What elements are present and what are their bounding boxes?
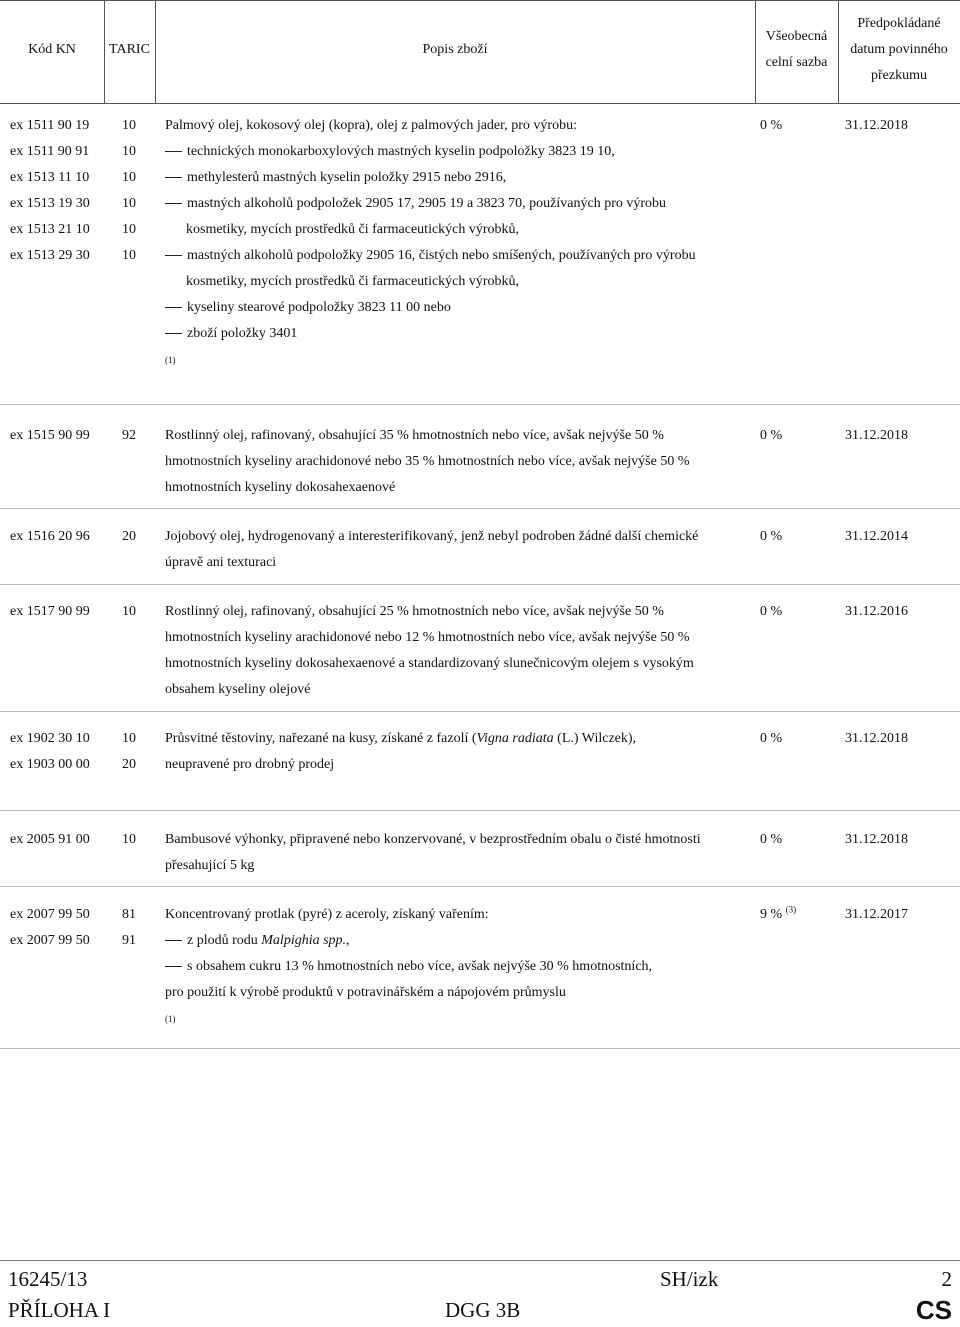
description-line: s obsahem cukru 13 % hmotnostních nebo více, avšak nejvýše 30 % hmotnostních, (165, 954, 757, 980)
review-date: 31.12.2018 (845, 118, 908, 133)
rate-footnote: (3) (785, 904, 797, 915)
dash-marker (165, 151, 182, 152)
dash-marker (165, 255, 182, 256)
description-line: Jojobový olej, hydrogenovaný a interesterifikovaný, jenž nebyl podroben žádné další chemické (165, 529, 699, 544)
dash-marker (165, 940, 182, 941)
kn-code: ex 1515 90 99 (10, 428, 90, 443)
description-line: hmotnostních kyseliny dokosahexaenové a standardizovaný slunečnicovým olejem s vysokým (165, 656, 694, 671)
species-name: Vigna radiata (476, 731, 554, 746)
review-date: 31.12.2018 (845, 731, 908, 746)
description-line: Průsvitné těstoviny, nařezané na kusy, získané z fazolí (Vigna radiata (L.) Wilczek), (165, 731, 637, 746)
description-line: úpravě ani texturaci (165, 555, 277, 570)
description-line: Koncentrovaný protlak (pyré) z aceroly, získaný vařením: (165, 907, 489, 922)
kn-code: ex 1903 00 00 (10, 757, 90, 772)
taric-code: 10 (122, 248, 136, 263)
duty-rate: 0 % (760, 832, 783, 847)
duty-rate: 9 % $^{(3)}$ (760, 904, 797, 922)
kn-codes (10, 827, 105, 853)
kn-code: ex 1902 30 10 (10, 731, 90, 746)
kn-code: ex 1511 90 91 (10, 144, 90, 159)
goods-description (165, 902, 757, 1032)
header-taric: TARIC (109, 42, 150, 57)
taric-code: 92 (122, 428, 136, 443)
review-date: 31.12.2018 (845, 428, 908, 443)
description-line: zboží položky 3401 (165, 321, 757, 347)
description-line: Bambusové výhonky, připravené nebo konzervované, v bezprostředním obalu o čisté hmotnosti (165, 832, 701, 847)
dash-marker (165, 203, 182, 204)
row-separator (0, 1048, 960, 1049)
goods-description (165, 827, 757, 879)
description-line: mastných alkoholů podpoložek 2905 17, 2905 19 a 3823 70, používaných pro výrobu (165, 191, 757, 217)
duty-rate: 0 % (760, 428, 783, 443)
header-popis: Popis zboží (422, 42, 488, 57)
kn-code: ex 2007 99 50 (10, 933, 90, 948)
goods-description (165, 113, 757, 373)
row-separator (0, 711, 960, 712)
taric-code: 10 (122, 144, 136, 159)
goods-description (165, 524, 757, 576)
taric-codes (122, 599, 152, 625)
header-sazba-1: Všeobecná (765, 29, 828, 44)
dash-marker (165, 966, 182, 967)
footer-line-1 (0, 1266, 960, 1292)
row-separator (0, 810, 960, 811)
header-prezkum-1: Předpokládané (857, 16, 941, 31)
description-line: Rostlinný olej, rafinovaný, obsahující 25 % hmotnostních nebo více, avšak nejvýše 50 % (165, 604, 664, 619)
taric-codes (122, 423, 152, 449)
description-line: pro použití k výrobě produktů v potravinářském a nápojovém průmyslu (165, 985, 566, 1000)
kn-code: ex 1513 19 30 (10, 196, 90, 211)
language-code: CS (915, 1295, 952, 1325)
taric-code: 10 (122, 604, 136, 619)
description-line: hmotnostních kyseliny arachidonové nebo 35 % hmotnostních nebo více, avšak nejvýše 50 % (165, 454, 690, 469)
description-line: neupravené pro drobný prodej (165, 757, 335, 772)
taric-codes (122, 113, 152, 269)
species-name: Malpighia spp. (261, 933, 347, 948)
page-number: 2 (941, 1267, 952, 1291)
dash-marker (165, 333, 182, 334)
duty-rate: 0 % (760, 604, 783, 619)
goods-description (165, 423, 757, 501)
kn-code: ex 1511 90 19 (10, 118, 90, 133)
footer-rule (0, 1260, 960, 1261)
taric-code: 10 (122, 170, 136, 185)
kn-codes (10, 423, 105, 449)
directorate-code: DGG 3B (445, 1298, 521, 1322)
review-date: 31.12.2014 (845, 529, 908, 544)
kn-code: ex 1513 21 10 (10, 222, 90, 237)
kn-codes (10, 726, 105, 778)
taric-code: 10 (122, 222, 136, 237)
description-line: přesahující 5 kg (165, 858, 255, 873)
taric-codes (122, 902, 152, 954)
goods-description (165, 726, 757, 778)
taric-codes (122, 726, 152, 778)
review-date: 31.12.2018 (845, 832, 908, 847)
header-prezkum-3: přezkumu (871, 68, 927, 83)
description-line: Palmový olej, kokosový olej (kopra), olej z palmových jader, pro výrobu: (165, 118, 577, 133)
row-separator (0, 508, 960, 509)
header-bottom-border (0, 103, 960, 104)
description-line: obsahem kyseliny olejové (165, 682, 311, 697)
review-date: 31.12.2016 (845, 604, 908, 619)
taric-codes (122, 827, 152, 853)
row-separator (0, 886, 960, 887)
kn-codes (10, 113, 105, 269)
kn-code: ex 2007 99 50 (10, 907, 90, 922)
annex-label: PŘÍLOHA I (8, 1298, 111, 1322)
row-separator (0, 404, 960, 405)
taric-code: 10 (122, 731, 136, 746)
doc-reference: 16245/13 (8, 1267, 88, 1291)
header-prezkum-2: datum povinného (850, 42, 948, 57)
description-line: hmotnostních kyseliny dokosahexaenové (165, 480, 396, 495)
footnote-ref: (1) (165, 355, 176, 365)
kn-codes (10, 599, 105, 625)
kn-code: ex 1517 90 99 (10, 604, 90, 619)
kn-code: ex 1516 20 96 (10, 529, 90, 544)
description-line: methylesterů mastných kyselin položky 2915 nebo 2916, (165, 165, 757, 191)
dash-marker (165, 177, 182, 178)
description-line: z plodů rodu Malpighia spp., (165, 928, 757, 954)
row-separator (0, 584, 960, 585)
table-header (0, 0, 960, 104)
description-line: hmotnostních kyseliny arachidonové nebo 12 % hmotnostních nebo více, avšak nejvýše 50 % (165, 630, 690, 645)
kn-codes (10, 524, 105, 550)
header-kod-kn: Kód KN (28, 42, 76, 57)
author-initials: SH/izk (660, 1267, 719, 1291)
taric-code: 10 (122, 832, 136, 847)
description-line: kyseliny stearové podpoložky 3823 11 00 nebo (165, 295, 757, 321)
footer-line-2 (0, 1295, 960, 1325)
taric-code: 10 (122, 196, 136, 211)
description-line: kosmetiky, mycích prostředků či farmaceutických výrobků, (186, 222, 520, 237)
review-date: 31.12.2017 (845, 907, 908, 922)
taric-code: 81 (122, 907, 136, 922)
taric-codes (122, 524, 152, 550)
duty-rate: 0 % (760, 731, 783, 746)
description-line: technických monokarboxylových mastných kyselin podpoložky 3823 19 10, (165, 139, 757, 165)
duty-rate: 0 % (760, 118, 783, 133)
taric-code: 20 (122, 757, 136, 772)
description-line: mastných alkoholů podpoložky 2905 16, čistých nebo smíšených, používaných pro výrobu (165, 243, 757, 269)
goods-description (165, 599, 757, 703)
dash-marker (165, 307, 182, 308)
kn-code: ex 1513 11 10 (10, 170, 90, 185)
description-line: Rostlinný olej, rafinovaný, obsahující 35 % hmotnostních nebo více, avšak nejvýše 50 % (165, 428, 664, 443)
footnote-ref: (1) (165, 1014, 176, 1024)
taric-code: 10 (122, 118, 136, 133)
taric-code: 20 (122, 529, 136, 544)
description-line: kosmetiky, mycích prostředků či farmaceutických výrobků, (186, 274, 520, 289)
header-top-border (0, 0, 960, 1)
header-sazba-2: celní sazba (765, 55, 828, 70)
taric-code: 91 (122, 933, 136, 948)
kn-code: ex 1513 29 30 (10, 248, 90, 263)
duty-rate: 0 % (760, 529, 783, 544)
kn-codes (10, 902, 105, 954)
kn-code: ex 2005 91 00 (10, 832, 90, 847)
